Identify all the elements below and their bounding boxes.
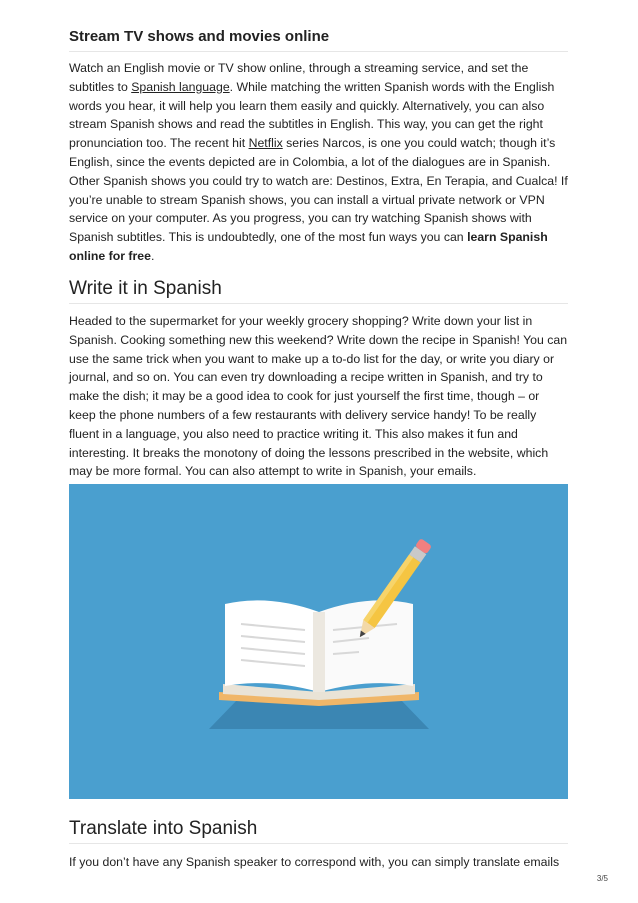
para-text: Watch an English movie or TV show online, through a streaming service, and set the subtitles to [69,61,529,94]
heading-divider [69,843,568,844]
paragraph-stream-tv [69,59,568,266]
book-left-page [225,600,319,692]
paragraph-write-it: Headed to the supermarket for your weekly grocery shopping? Write down your list in Spanish. Cooking something new this weekend? Write down the recipe in Spanish! You can use the same trick when you want to make up a to-do list for the day, or write you diary or journal, and so on. You can even try downloading a recipe written in Spanish, and try to make the dish; it may be a good idea to cook for just yourself the first time, though – or keep the phone numbers of a few restaurants with delivery service handy! To be really fluent in a language, you also need to practice writing it. This also makes it fun and interesting. It breaks the monotony of doing the lessons prescribed in the website, which may be more formal. You can also attempt to write in Spanish, your emails. [69,314,568,479]
bold-learn-spanish: learn Spanish online for free [69,230,548,263]
heading-stream-tv: Stream TV shows and movies online [69,28,330,45]
heading-divider [69,51,568,52]
para-text: . While matching the written Spanish words with the English words you hear, it will help you learn them easily and quickly. Alternatively, you can also stream Spanish shows and read the subtitles in English. This way, you can get the right pronunciation too. The recent hit [69,79,555,151]
book-illustration-svg [69,484,568,799]
heading-write-it-in-spanish: Write it in Spanish [69,278,222,299]
book-spine [313,612,325,692]
para-text: series Narcos, is one you could watch; though it’s English, since the events depicted are in Colombia, a lot of the dialogues are in Spanish. Other Spanish shows you could try to watch are: Destinos, Extra, En Terapia, and Cualca! If you’re unable to stream Spanish shows, you can install a virtual private network or VPN service on your computer. As you progress, you can try watching Spanish shows with Spanish subtitles. This is undoubtedly, one of the most fun ways you can [69,136,568,245]
link-spanish-language[interactable]: Spanish language [131,79,230,94]
heading-translate-into-spanish: Translate into Spanish [69,818,258,839]
paragraph-translate: If you don’t have any Spanish speaker to correspond with, you can simply translate emails [69,855,560,869]
book-right-page [319,600,413,692]
link-netflix[interactable]: Netflix [248,136,283,151]
heading-divider [69,303,568,304]
para-text: . [151,248,155,263]
book-pencil-illustration [69,484,568,799]
page-number: 3/5 [596,874,608,883]
